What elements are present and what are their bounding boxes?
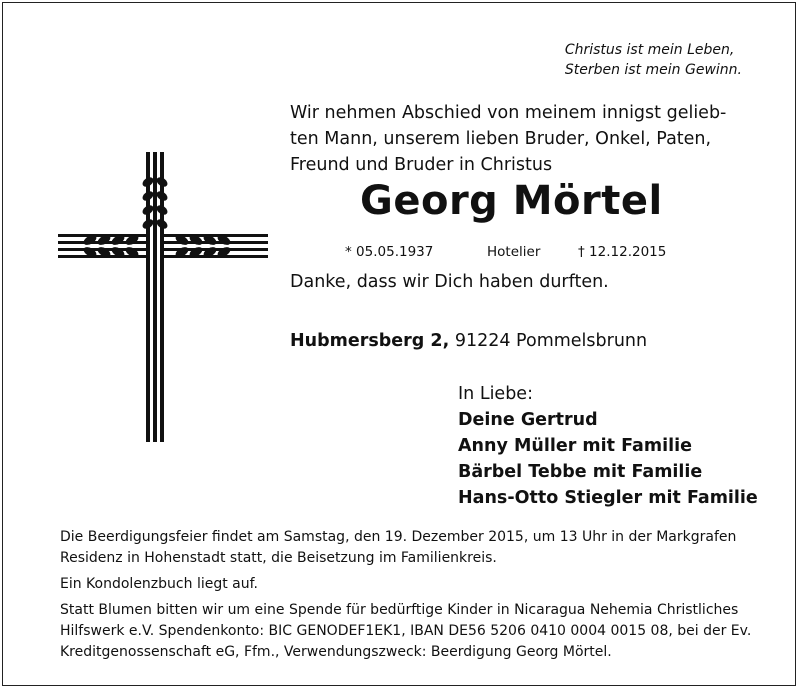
notes-block — [60, 527, 760, 668]
deceased-name: Georg Mörtel — [360, 178, 663, 224]
profession: Hotelier — [487, 244, 541, 260]
wheat-cross-icon — [58, 152, 268, 442]
address-city: 91224 Pommelsbrunn — [449, 331, 648, 351]
address — [290, 331, 647, 351]
thanks-line: Danke, dass wir Dich haben durften. — [290, 272, 609, 292]
bible-motto — [565, 40, 742, 80]
intro-text — [290, 100, 760, 178]
condolence-note: Ein Kondolenzbuch liegt auf. — [60, 576, 258, 592]
mourners-intro: In Liebe: — [458, 384, 533, 404]
intro-line-3: Freund und Bruder in Christus — [290, 155, 553, 175]
funeral-note: Die Beerdigungsfeier findet am Samstag, den 19. Dezember 2015, um 13 Uhr in der Markgrafen Residenz in Hohenstadt statt, die Beisetzung im Familienkreis. — [60, 529, 737, 566]
mourners-block — [458, 381, 758, 511]
intro-line-2: ten Mann, unserem lieben Bruder, Onkel, Paten, — [290, 129, 712, 149]
intro-line-1: Wir nehmen Abschied von meinem innigst gelieb- — [290, 103, 727, 123]
mourner: Hans-Otto Stiegler mit Familie — [458, 488, 758, 508]
motto-line-2: Sterben ist mein Gewinn. — [564, 62, 742, 78]
birth-date: * 05.05.1937 — [345, 244, 434, 260]
address-street: Hubmersberg 2, — [290, 331, 450, 351]
mourner: Deine Gertrud — [458, 410, 598, 430]
mourner: Anny Müller mit Familie — [458, 436, 692, 456]
donation-note: Statt Blumen bitten wir um eine Spende für bedürftige Kinder in Nicaragua Nehemia Christliches Hilfswerk e.V. Spendenkonto: BIC GENODEF1EK1, IBAN DE56 5206 0410 0004 0015 08, bei der Ev. Kreditgenossenschaft eG, Ffm., Verwendungszweck: Beerdigung Georg Mörtel. — [60, 602, 752, 660]
mourner: Bärbel Tebbe mit Familie — [458, 462, 703, 482]
death-date: † 12.12.2015 — [578, 244, 667, 260]
motto-line-1: Christus ist mein Leben, — [564, 42, 735, 58]
